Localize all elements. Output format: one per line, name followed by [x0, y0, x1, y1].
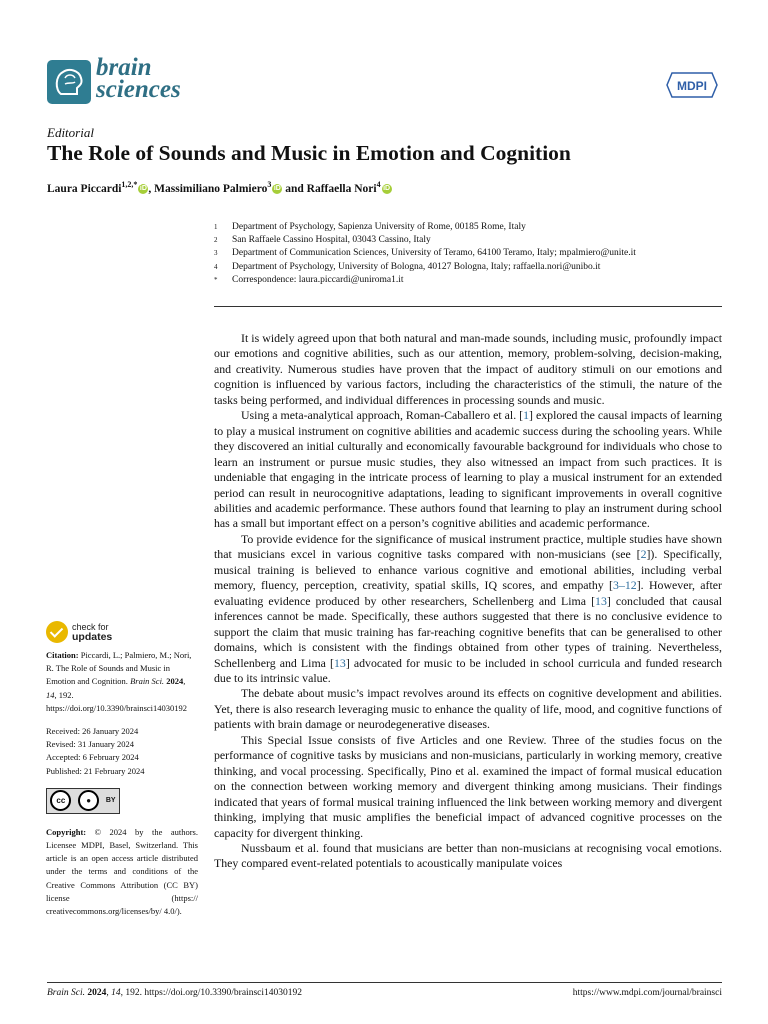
cc-by-license-badge[interactable] — [46, 788, 120, 814]
citation-link[interactable]: 1 — [523, 408, 530, 423]
publisher-logo-text: MDPI — [677, 79, 707, 93]
author-sup: 1,2,* — [121, 180, 138, 189]
article-type: Editorial — [47, 125, 94, 140]
person-icon: ● — [78, 790, 99, 811]
author-name[interactable]: Massimiliano Palmiero — [154, 182, 268, 195]
citation-link[interactable]: 3–12 — [613, 578, 637, 593]
copyright: Copyright: © 2024 by the authors. Licensee MDPI, Basel, Switzerland. This article is an open access article distributed under the terms and conditions of the Creative Commons Attribution (CC BY) license (https:// creativecommons.org/licenses/by/ 4.0/). — [46, 826, 198, 917]
affiliations — [214, 221, 636, 287]
paragraph: This Special Issue consists of five Articles and one Review. Three of the studies focus on the performance of cognitive tasks by musicians and non-musicians, particularly in working memory, creative thinking, and vocal processing. Specifically, Pino et al. examined the impact of formal musical education on the connection between working memory and divergent thinking among musicians. Their findings indicated that years of formal musical training influenced the link between working memory and divergent thinking, implying that music amplifies the beneficial impact of advanced cognitive processes on the capacity for divergent thinking. — [214, 732, 722, 840]
sidebar — [46, 649, 198, 918]
affiliation-item: 2 San Raffaele Cassino Hospital, 03043 Cassino, Italy — [214, 235, 431, 246]
author-list — [47, 180, 392, 195]
check-for-updates-button[interactable]: check for updates — [46, 621, 112, 643]
affiliation-item: 4 Department of Psychology, University of Bologna, 40127 Bologna, Italy; raffaella.nori@unibo.it — [214, 261, 601, 272]
author-separator: and — [282, 182, 307, 195]
paragraph: It is widely agreed upon that both natural and man-made sounds, including music, profoundly impact our emotions and cognitive abilities, such as our attention, memory, problem-solving, decision-making, and creativity. Numerous studies have proven that the impact of auditory stimuli on our emotions and cognition is influenced by various factors, including the characteristics of the stimuli, the nature of the tasks being performed, and individual differences in processing sounds and music. — [214, 331, 722, 407]
dates: Received: 26 January 2024 Revised: 31 January 2024 Accepted: 6 February 2024 Published: 21 February 2024 — [46, 726, 145, 776]
header-divider — [214, 306, 722, 307]
footer-journal-url[interactable]: https://www.mdpi.com/journal/brainsci — [572, 988, 722, 998]
footer-citation: Brain Sci. 2024, 14, 192. https://doi.org/10.3390/brainsci14030192 — [47, 988, 303, 998]
affiliation-item: 1 Department of Psychology, Sapienza University of Rome, 00185 Rome, Italy — [214, 222, 526, 232]
paragraph: To provide evidence for the significance of musical instrument practice, multiple studies have shown that musicians excel in various cognitive tasks compared with non-musicians (see [2]). Specifically, musical training is believed to enhance various cognitive and emotional abilities, including verbal memory, fluency, perception, creativity, spatial skills, IQ scores, and empathy [3–12]. However, after evaluating evidence produced by other researchers, Schellenberg and Lima [13] concluded that causal inferences cannot be made. Specifically, these authors suggested that there is no conclusive evidence to support the claim that music training has far-reaching cognitive benefits that can be generalised to other domains, which is consistent with the findings obtained from other types of training. Nevertheless, Schellenberg and Lima [13] advocated for music to be included in school curricula and funded research due to its intrinsic value. — [214, 531, 722, 685]
journal-name — [96, 54, 181, 103]
paragraph: Nussbaum et al. found that musicians are better than non-musicians at recognising vocal emotions. They compared event-related potentials to acoustically manipulate voices — [214, 840, 722, 871]
author-name[interactable]: Laura Piccardi — [47, 182, 122, 195]
by-label: BY — [105, 797, 116, 805]
author-name[interactable]: Raffaella Nori — [306, 182, 377, 195]
journal-name-line1: brain — [96, 54, 152, 81]
citation: Citation: Piccardi, L.; Palmiero, M.; Nori, R. The Role of Sounds and Music in Emotion and Cognition. Brain Sci. 2024, 14, 192. https://doi.org/10.3390/brainsci14030192 — [46, 650, 192, 713]
affiliation-item: 3 Department of Communication Sciences, University of Teramo, 64100 Teramo, Italy; mpalmiero@unite.it — [214, 248, 636, 259]
article-title: The Role of Sounds and Music in Emotion and Cognition — [47, 141, 571, 165]
author-sup: 3 — [267, 180, 272, 189]
footer-divider — [47, 982, 722, 983]
orcid-icon[interactable]: iD — [139, 185, 147, 193]
orcid-icon[interactable]: iD — [383, 185, 391, 193]
citation-link[interactable]: 13 — [595, 593, 607, 608]
paragraph: Using a meta-analytical approach, Roman-Caballero et al. [1] explored the causal impacts of learning to play a musical instrument on cognitive abilities and academic success during the schooling years. While they discovered an initial culturally and economically favourable background for individuals who chose to learn an instrument or pursue music studies, they also witnessed an impact from such practices. It is undeniable that engaging in the intricate process of learning to play a musical instrument for an extended period can result in neurocognitive adaptations, leading to significant improvements in overall cognitive abilities and academic performance. These authors found that learning to play an instrument during school has a small but important effect on a person’s cognitive abilities and academic performance. — [214, 408, 723, 531]
citation-link[interactable]: 2 — [640, 547, 647, 562]
orcid-icon[interactable]: iD — [273, 185, 281, 193]
citation-link[interactable]: 13 — [333, 655, 346, 670]
correspondence: * Correspondence: laura.piccardi@uniroma1.it — [214, 274, 404, 285]
cc-icon: cc — [50, 790, 71, 811]
journal-logo-icon — [47, 60, 91, 104]
author-separator: , — [148, 182, 155, 195]
doi-link[interactable]: , 192. https://doi.org/10.3390/brainsci14030192 — [46, 689, 188, 713]
author-sup: 4 — [376, 180, 381, 189]
article-body — [214, 331, 722, 872]
footer-doi-link[interactable]: , 192. https://doi.org/10.3390/brainsci14030192 — [120, 988, 303, 998]
paragraph: The debate about music’s impact revolves around its effects on cognitive development and abilities. Yet, there is also research leveraging music to enhance the quality of life, mood, and cognitive functions of patients with brain damage or neurodegenerative diseases. — [214, 686, 722, 732]
check-icon — [46, 621, 68, 643]
mdpi-logo — [666, 72, 718, 98]
journal-name-line2: sciences — [96, 76, 181, 103]
